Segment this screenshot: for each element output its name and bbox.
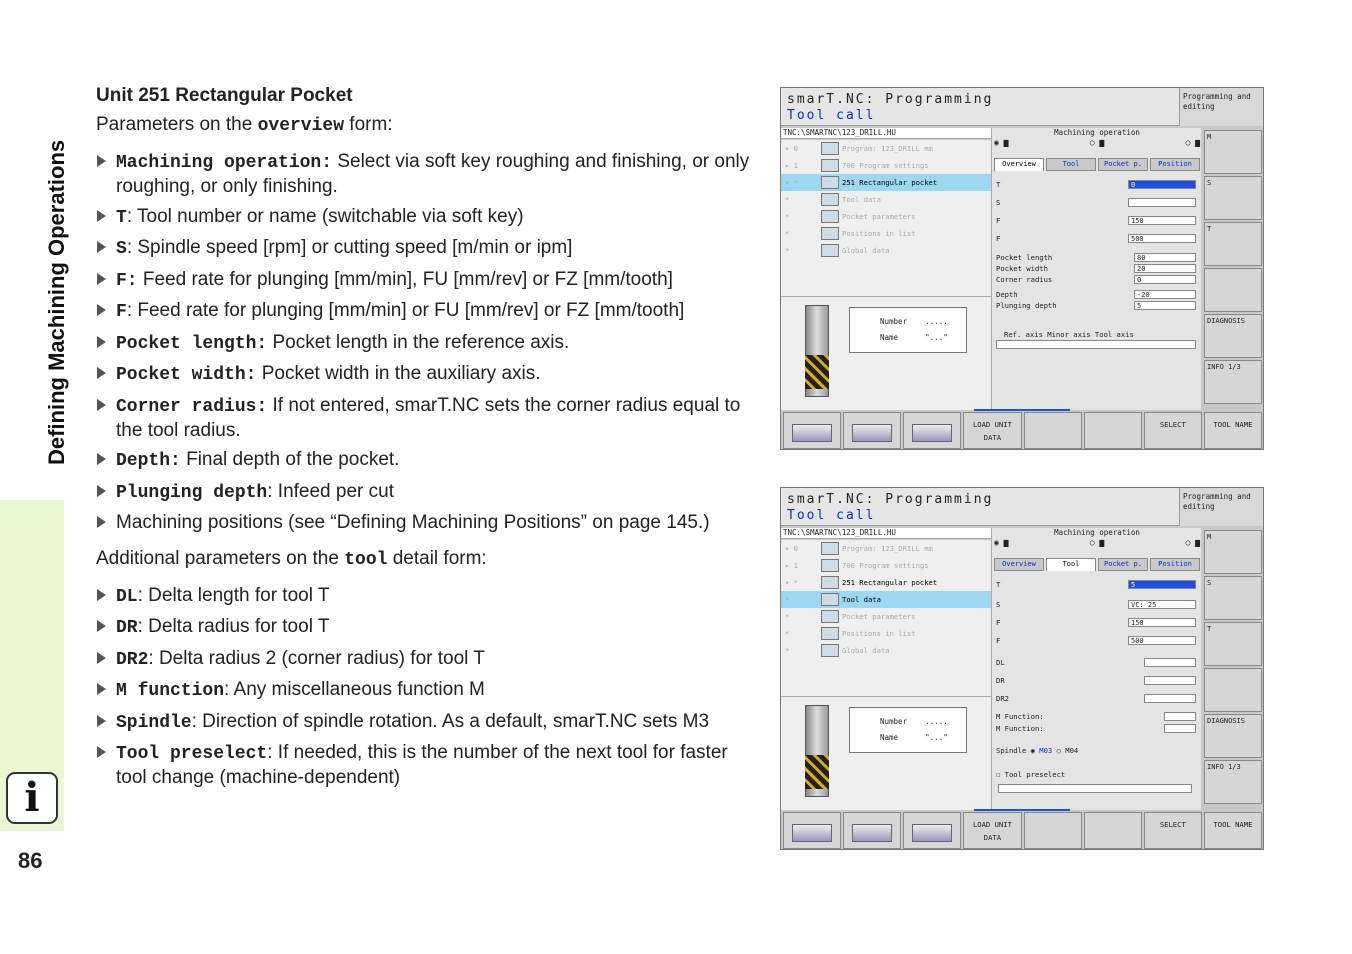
axes-fields[interactable] xyxy=(996,340,1196,349)
intro: Parameters on the overview form: xyxy=(96,114,393,136)
tree-icon xyxy=(821,576,839,589)
tab-3[interactable]: Position xyxy=(1150,158,1200,171)
bullet-item: Machining operation: Select via soft key roughing and finishing, or only roughing, or only finishing. xyxy=(96,150,756,198)
right-softkey[interactable]: M xyxy=(1204,130,1262,174)
mode-label: Programming and editing xyxy=(1179,488,1264,526)
tree-icon xyxy=(821,244,839,257)
f1-field[interactable]: 150 xyxy=(1128,618,1196,627)
tool-tip-image xyxy=(805,755,829,789)
s-field[interactable]: VC: 25 xyxy=(1128,600,1196,609)
right-softkey[interactable]: DIAGNOSIS xyxy=(1204,714,1262,758)
bottom-softkey[interactable]: SELECT xyxy=(1144,412,1202,449)
bullet-item: DR: Delta radius for tool T xyxy=(96,615,756,640)
screen-title: smarT.NC: Programming xyxy=(787,92,994,107)
screenshot-tool xyxy=(780,487,1264,850)
section-title: Defining Machining Operations xyxy=(44,139,69,465)
tree-item[interactable]: ▸ 1 700 Program settings xyxy=(785,561,929,570)
bullet-item: Plunging depth: Infeed per cut xyxy=(96,480,756,505)
tab-3[interactable]: Position xyxy=(1150,558,1200,571)
program-tree[interactable] xyxy=(781,540,991,696)
right-softkeys xyxy=(1202,128,1264,410)
tree-icon xyxy=(821,559,839,572)
tree-icon xyxy=(821,227,839,240)
overview-form: Machining operation ◉ ▆ ○ ▆ ○ ▆ Overview Tool Pocket p. Position T 0 S F 150 F 500 Pocket length 80 Pocket width 20 Corner radius 0 Depth -20 Plunging depth 5 Ref. axis Minor axis Tool axis xyxy=(991,128,1201,410)
bullet-item: DR2: Delta radius 2 (corner radius) for tool T xyxy=(96,647,756,672)
preselect-check[interactable]: ☐ Tool preselect xyxy=(996,770,1066,779)
right-softkey[interactable]: INFO 1/3 xyxy=(1204,360,1262,404)
plunging-field[interactable]: 5 xyxy=(1134,301,1196,310)
bottom-softkey[interactable] xyxy=(1024,812,1082,849)
tree-item[interactable]: ▾ 0 Program: 123_DRILL mm xyxy=(785,544,933,553)
file-path: TNC:\SMARTNC\123_DRILL.HU xyxy=(781,128,991,139)
mode-label: Programming and editing xyxy=(1179,88,1264,126)
tree-item[interactable]: ▸ 1 700 Program settings xyxy=(785,161,929,170)
file-path: TNC:\SMARTNC\123_DRILL.HU xyxy=(781,528,991,539)
tree-icon xyxy=(821,159,839,172)
bullet-item: S: Spindle speed [rpm] or cutting speed [m/min or ipm] xyxy=(96,236,756,261)
bottom-softkey[interactable]: SELECT xyxy=(1144,812,1202,849)
heading: Unit 251 Rectangular Pocket xyxy=(96,85,353,106)
tree-item[interactable]: ▾ * 251 Rectangular pocket xyxy=(781,174,991,191)
mfunc1-field[interactable] xyxy=(1164,712,1196,721)
bottom-softkeys xyxy=(781,410,1264,450)
bottom-softkey[interactable]: LOAD UNIT DATA xyxy=(963,412,1021,449)
program-tree[interactable] xyxy=(781,140,991,296)
dr-field[interactable] xyxy=(1144,676,1196,685)
bullet-item: Machining positions (see “Defining Machining Positions” on page 145.) xyxy=(96,511,756,534)
tab-2[interactable]: Pocket p. xyxy=(1098,558,1148,571)
form-tabs[interactable] xyxy=(994,558,1200,571)
bullet-item: Depth: Final depth of the pocket. xyxy=(96,448,756,473)
bottom-softkey[interactable] xyxy=(903,812,961,849)
bullet-item: F: Feed rate for plunging [mm/min] or FU [mm/rev] or FZ [mm/tooth] xyxy=(96,299,756,324)
tree-item[interactable]: ▾ * 251 Rectangular pocket xyxy=(785,578,938,587)
tree-item[interactable]: * Positions in list xyxy=(785,629,916,638)
machining-icon xyxy=(912,424,952,442)
tree-item[interactable]: * Tool data xyxy=(785,195,881,204)
f2-field[interactable]: 500 xyxy=(1128,234,1196,243)
tree-icon xyxy=(821,193,839,206)
right-softkey[interactable]: DIAGNOSIS xyxy=(1204,314,1262,358)
screen-subtitle: Tool call xyxy=(787,508,876,523)
bottom-softkey[interactable] xyxy=(903,412,961,449)
machining-icon xyxy=(912,824,952,842)
right-softkey[interactable]: S xyxy=(1204,576,1262,620)
tree-icon xyxy=(821,644,839,657)
corner-radius-field[interactable]: 0 xyxy=(1134,275,1196,284)
preselect-field[interactable] xyxy=(998,784,1192,793)
pocket-length-field[interactable]: 80 xyxy=(1134,253,1196,262)
bullet-item: DL: Delta length for tool T xyxy=(96,584,756,609)
dr2-field[interactable] xyxy=(1144,694,1196,703)
bottom-softkey[interactable] xyxy=(783,412,841,449)
bullet-list-tool xyxy=(96,584,756,790)
right-softkey[interactable]: T xyxy=(1204,622,1262,666)
right-softkey[interactable]: S xyxy=(1204,176,1262,220)
tool-popup: Number ..... Name "..." xyxy=(849,707,967,753)
tree-icon xyxy=(821,210,839,223)
right-softkeys xyxy=(1202,528,1264,810)
tab-1[interactable]: Tool xyxy=(1046,158,1096,171)
bullet-item: Spindle: Direction of spindle rotation. As a default, smarT.NC sets M3 xyxy=(96,710,756,735)
tree-icon xyxy=(821,176,839,189)
tab-1[interactable]: Tool xyxy=(1046,558,1096,571)
t-field[interactable]: 5 xyxy=(1128,580,1196,589)
tree-item[interactable]: * Pocket parameters xyxy=(785,212,916,221)
dl-field[interactable] xyxy=(1144,658,1196,667)
tool-preview xyxy=(781,696,991,810)
machining-icon xyxy=(852,824,892,842)
tree-icon xyxy=(821,542,839,555)
machining-icon xyxy=(792,824,832,842)
s-field[interactable] xyxy=(1128,198,1196,207)
tool-popup: Number ..... Name "..." xyxy=(849,307,967,353)
axes-labels: Ref. axis Minor axis Tool axis xyxy=(1004,330,1134,339)
screen-subtitle: Tool call xyxy=(787,108,876,123)
tree-item[interactable]: ▾ 0 Program: 123_DRILL mm xyxy=(785,144,933,153)
tool-preview xyxy=(781,296,991,410)
depth-field[interactable]: -20 xyxy=(1134,290,1196,299)
bottom-softkey[interactable] xyxy=(843,412,901,449)
tab-0[interactable]: Overview xyxy=(994,158,1044,171)
machining-icon xyxy=(792,424,832,442)
tree-item[interactable]: * Positions in list xyxy=(785,229,916,238)
right-softkey[interactable]: T xyxy=(1204,222,1262,266)
bullet-item: T: Tool number or name (switchable via soft key) xyxy=(96,205,756,230)
bullet-item: Corner radius: If not entered, smarT.NC sets the corner radius equal to the tool radius. xyxy=(96,394,756,442)
bottom-softkey[interactable] xyxy=(1084,412,1142,449)
machining-radios[interactable]: ◉ ▆ ○ ▆ ○ ▆ xyxy=(994,538,1200,547)
info-icon: i xyxy=(6,772,58,824)
bottom-softkeys xyxy=(781,810,1264,850)
f1-field[interactable]: 150 xyxy=(1128,216,1196,225)
right-softkey[interactable] xyxy=(1204,268,1262,312)
right-softkey[interactable]: INFO 1/3 xyxy=(1204,760,1262,804)
spindle-radios[interactable]: Spindle ◉ M03 ○ M04 xyxy=(996,746,1079,755)
pocket-width-field[interactable]: 20 xyxy=(1134,264,1196,273)
bullet-item: Pocket length: Pocket length in the reference axis. xyxy=(96,331,756,356)
tree-icon xyxy=(821,627,839,640)
bullet-item: M function: Any miscellaneous function M xyxy=(96,678,756,703)
mfunc2-field[interactable] xyxy=(1164,724,1196,733)
f2-field[interactable]: 500 xyxy=(1128,636,1196,645)
tool-form: Machining operation ◉ ▆ ○ ▆ ○ ▆ Overview Tool Pocket p. Position T 5 S VC: 25 F 150 F 500 DL DR DR2 M Function: M Function: Spindle ◉ M03 ○ M04 ☐ Tool preselect xyxy=(991,528,1201,810)
bottom-softkey[interactable]: TOOL NAME xyxy=(1204,412,1262,449)
bottom-softkey[interactable] xyxy=(783,812,841,849)
tree-item[interactable]: * Pocket parameters xyxy=(785,612,916,621)
screen-title: smarT.NC: Programming xyxy=(787,492,994,507)
tree-icon xyxy=(821,610,839,623)
form-tabs[interactable] xyxy=(994,158,1200,171)
bullet-item: Tool preselect: If needed, this is the number of the next tool for faster tool change (machine-dependent) xyxy=(96,741,756,789)
tree-item[interactable]: * Tool data xyxy=(781,591,991,608)
bottom-softkey[interactable] xyxy=(1084,812,1142,849)
bullet-list-overview xyxy=(96,150,756,534)
tree-item[interactable]: * Global data xyxy=(785,646,890,655)
machining-icon xyxy=(852,424,892,442)
tree-icon xyxy=(821,593,839,606)
main-text xyxy=(96,84,756,796)
bottom-softkey[interactable] xyxy=(1024,412,1082,449)
right-softkey[interactable] xyxy=(1204,668,1262,712)
bottom-softkey[interactable]: TOOL NAME xyxy=(1204,812,1262,849)
screen-header xyxy=(781,88,1179,126)
screen-header xyxy=(781,488,1179,526)
tab-0[interactable]: Overview xyxy=(994,558,1044,571)
machining-radios[interactable]: ◉ ▆ ○ ▆ ○ ▆ xyxy=(994,138,1200,147)
right-softkey[interactable]: M xyxy=(1204,530,1262,574)
page-number: 86 xyxy=(18,848,43,873)
bottom-softkey[interactable] xyxy=(843,812,901,849)
bullet-item: Pocket width: Pocket width in the auxiliary axis. xyxy=(96,362,756,387)
tab-2[interactable]: Pocket p. xyxy=(1098,158,1148,171)
t-field[interactable]: 0 xyxy=(1128,180,1196,189)
tree-item[interactable]: * Global data xyxy=(785,246,890,255)
screenshot-overview xyxy=(780,87,1264,450)
tree-icon xyxy=(821,142,839,155)
tool-tip-image xyxy=(805,355,829,389)
bullet-item: F: Feed rate for plunging [mm/min], FU [mm/rev] or FZ [mm/tooth] xyxy=(96,268,756,293)
additional-intro: Additional parameters on the tool detail form: xyxy=(96,547,487,570)
bottom-softkey[interactable]: LOAD UNIT DATA xyxy=(963,812,1021,849)
